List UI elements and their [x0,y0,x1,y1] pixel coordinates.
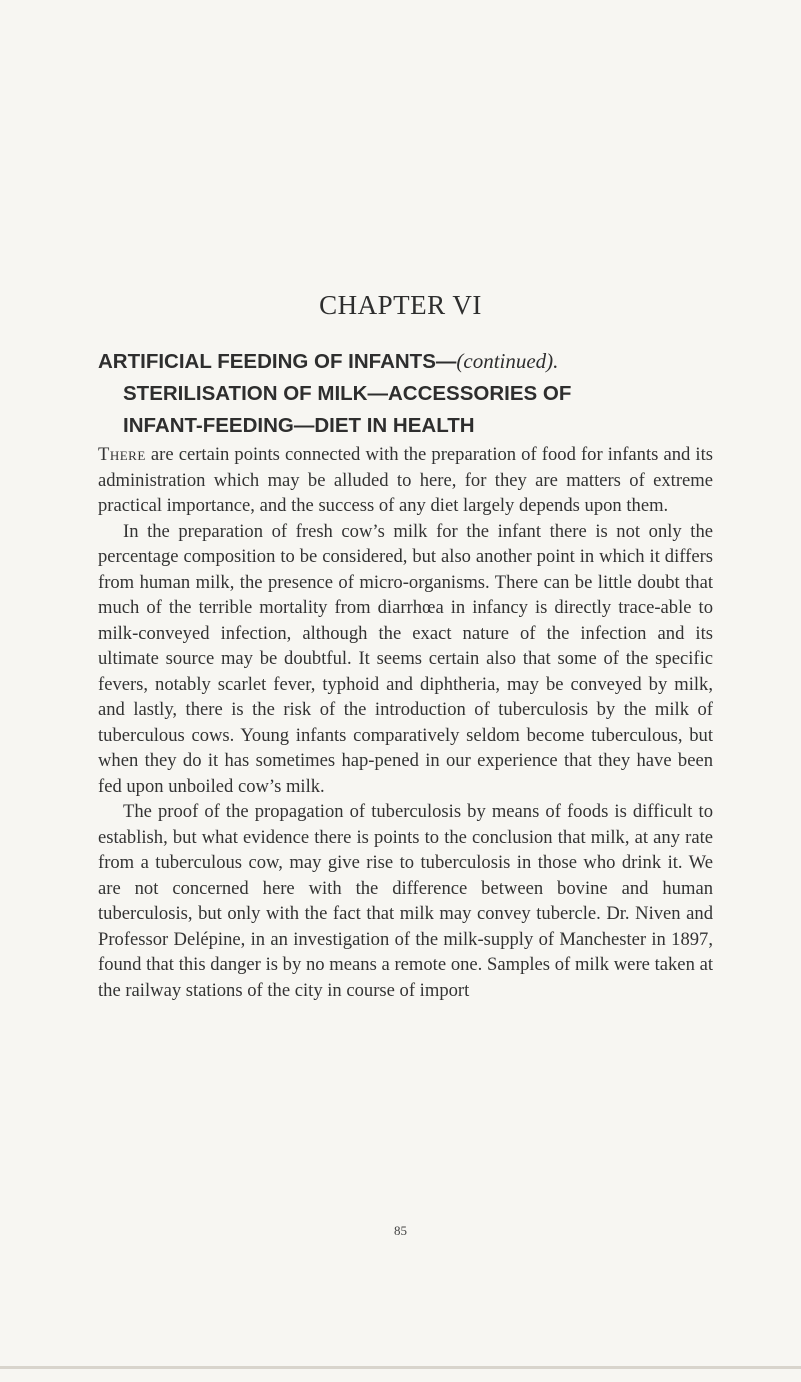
chapter-title-line-3: INFANT-FEEDING—DIET IN HEALTH [123,414,475,437]
paragraph-2: In the preparation of fresh cow’s milk for the infant there is not only the percentage composition to be considered, but also another point in which it differs from human milk, the presence of micro-organisms. There can be little doubt that much of the terrible mortality from diarrhœa in infancy is directly trace-able to milk-conveyed infection, although the exact nature of the infection and its ultimate source may be doubtful. It seems certain also that some of the specific fevers, notably scarlet fever, typhoid and diphtheria, may be conveyed by milk, and lastly, there is the risk of the introduction of tuberculosis by the milk of tuberculous cows. Young infants comparatively seldom become tuberculous, but when they do it has sometimes hap-pened in our experience that they have been fed upon unboiled cow’s milk. [98,520,713,797]
chapter-heading: CHAPTER VI [319,290,482,320]
chapter-title-line-2: STERILISATION OF MILK—ACCESSORIES OF [123,382,572,405]
paragraph-1-text: are certain points connected with the preparation of food for infants and its administration which may be alluded to here, for they are matters of extreme practical importance, and the success of any diet largely depends upon them. [98,444,713,516]
body-text [98,442,713,1003]
paragraph-1 [98,442,713,519]
chapter-title [98,345,738,442]
page-edge-divider [0,1366,801,1369]
chapter-title-line-1 [98,345,738,378]
paragraph-1-lead-word: There [98,444,146,465]
title-dash: — [435,350,457,373]
title-continued: (continued). [456,349,559,373]
paragraph-3: The proof of the propagation of tuberculosis by means of foods is difficult to establish, but what evidence there is points to the conclusion that milk, at any rate from a tuberculous cow, may give rise to tuberculosis in those who drink it. We are not concerned here with the difference between bovine and human tuberculosis, but only with the fact that milk may convey tubercle. Dr. Niven and Professor Delépine, in an investigation of the milk-supply of Manchester in 1897, found that this danger is by no means a remote one. Samples of milk were taken at the railway stations of the city in course of import [98,801,713,1001]
title-main: ARTIFICIAL FEEDING OF INFANTS [98,350,436,373]
page-number: 85 [394,1223,407,1238]
